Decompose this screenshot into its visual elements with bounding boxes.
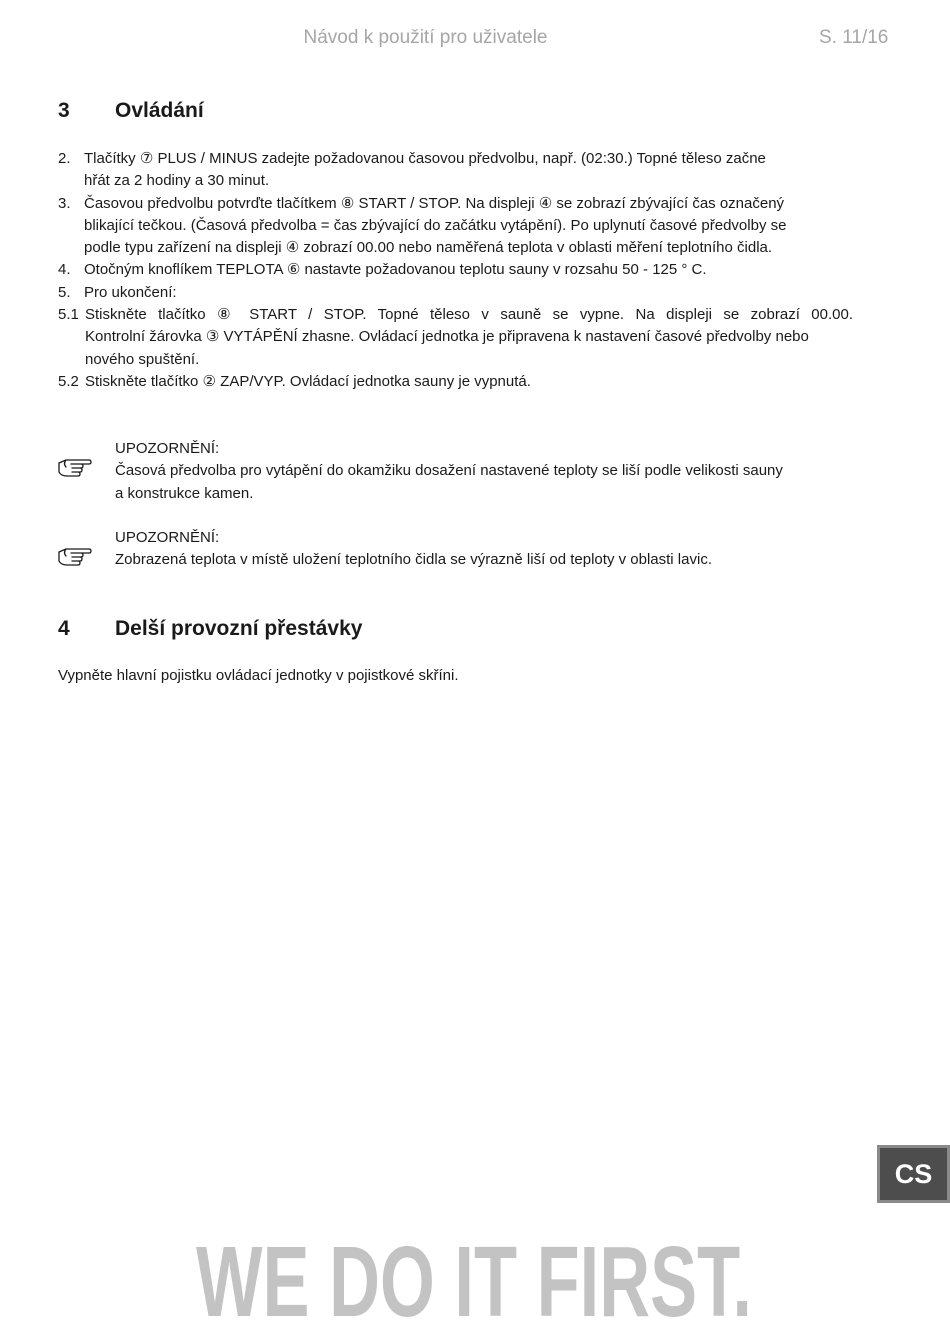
list-line: Pro ukončení:	[84, 283, 177, 301]
note-line: Časová předvolba pro vytápění do okamžiku dosažení nastavené teploty se liší podle velikosti sauny	[115, 462, 783, 480]
slogan-text: WE DO IT FIRST.	[196, 1226, 752, 1338]
section-4-number: 4	[58, 617, 70, 640]
list-marker: 3.	[58, 194, 71, 212]
pointing-hand-icon	[56, 456, 92, 478]
list-line: Časovou předvolbu potvrďte tlačítkem ⑧ START / STOP. Na displeji ④ se zobrazí zbývající čas označený	[84, 194, 785, 212]
page-number: S. 11/16	[819, 27, 889, 48]
language-tab: CS	[877, 1145, 950, 1203]
section-4-heading	[58, 617, 362, 641]
list-marker: 2.	[58, 150, 71, 167]
list-marker: 5.	[58, 283, 71, 301]
list-line: Tlačítky ⑦ PLUS / MINUS zadejte požadovanou časovou předvolbu, např. (02:30.) Topné těleso začne	[84, 150, 766, 167]
note-warning-1	[115, 438, 845, 505]
section-3-heading	[58, 99, 204, 123]
note-line: Zobrazená teplota v místě uložení teplotního čidla se výrazně liší od teploty v oblasti lavic.	[115, 551, 712, 569]
list-item	[58, 148, 853, 193]
list-item	[58, 259, 853, 281]
list-line: Kontrolní žárovka ③ VYTÁPĚNÍ zhasne. Ovládací jednotka je připravena k nastavení časové předvolby nebo	[85, 328, 809, 346]
list-line: hřát za 2 hodiny a 30 minut.	[84, 172, 270, 190]
section-4-title: Delší provozní přestávky	[115, 617, 363, 640]
list-line: blikající tečkou. (Časová předvolba = čas zbývající do začátku vytápění). Po uplynutí časové předvolby se	[84, 216, 787, 234]
list-line: podle typu zařízení na displeji ④ zobrazí 00.00 nebo naměřená teplota v oblasti měření teplotního čidla.	[84, 239, 773, 257]
list-marker: 5.2	[58, 372, 79, 390]
note-label: UPOZORNĚNÍ:	[115, 440, 220, 457]
list-marker: 5.1	[58, 306, 79, 324]
list-marker: 4.	[58, 261, 71, 279]
instruction-list	[58, 148, 853, 393]
list-line: Otočným knoflíkem TEPLOTA ⑥ nastavte požadovanou teplotu sauny v rozsahu 50 - 125 ° C.	[84, 261, 707, 279]
list-item	[58, 304, 853, 371]
list-item	[58, 371, 853, 393]
section-4-text: Vypněte hlavní pojistku ovládací jednotky v pojistkové skříni.	[58, 667, 459, 684]
note-line: a konstrukce kamen.	[115, 484, 254, 502]
note-label: UPOZORNĚNÍ:	[115, 529, 220, 546]
note-warning-2	[115, 527, 845, 572]
list-line: nového spuštění.	[85, 350, 200, 368]
slogan-logo	[196, 1226, 756, 1338]
section-3-title: Ovládání	[115, 99, 204, 122]
section-3-number: 3	[58, 99, 70, 122]
document-title: Návod k použití pro uživatele	[303, 27, 548, 48]
list-line: Stiskněte tlačítko ② ZAP/VYP. Ovládací jednotka sauny je vypnutá.	[85, 372, 531, 390]
list-line: Stiskněte tlačítko ⑧ START / STOP. Topné těleso v sauně se vypne. Na displeji se zobrazí 00.00.	[85, 306, 853, 324]
pointing-hand-icon	[56, 545, 92, 567]
list-item	[58, 282, 853, 304]
list-item	[58, 193, 853, 260]
